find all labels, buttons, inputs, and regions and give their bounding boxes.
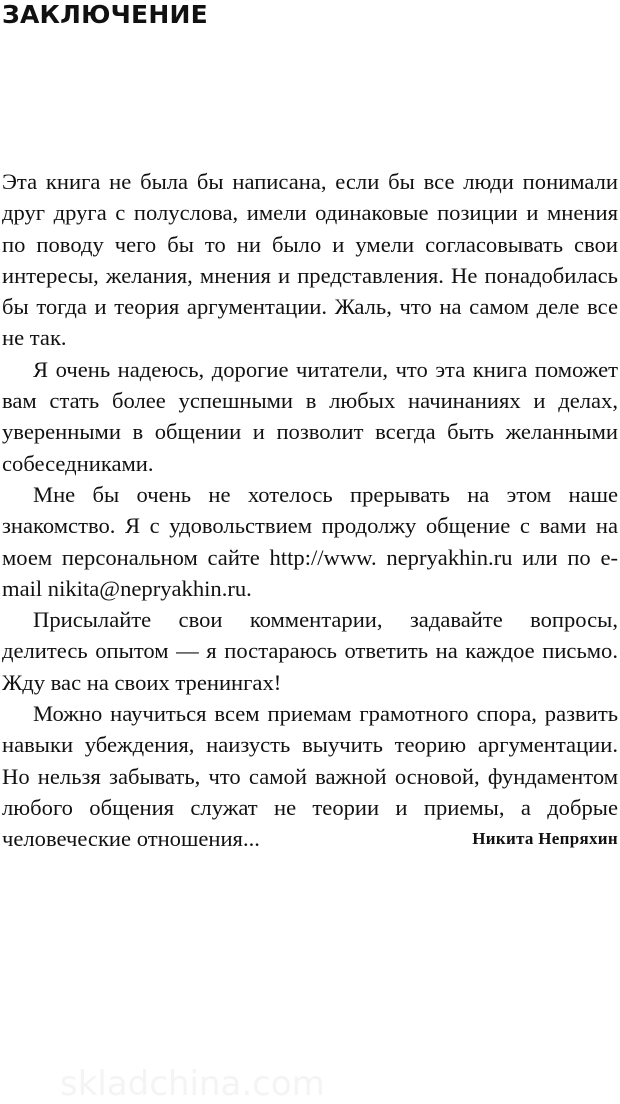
watermark-text: skladchina.com <box>60 1064 325 1104</box>
paragraph-3: Мне бы очень не хотелось прерывать на этом наше знакомство. Я с удовольствием продолжу общение с вами на моем персональном сайте http://www. nepryakhin.ru или по e-mail nikita@nepryakhin.ru. <box>2 481 618 601</box>
paragraph-1: Эта книга не была бы написана, если бы все люди понимали друг друга с полуслова, имели одинаковые позиции и мнения по поводу чего бы то ни было и умели согласовывать свои интересы, желания, мнения и представления. Не понадобилась бы тогда и теория аргументации. Жаль, что на самом деле все не так. <box>2 169 618 351</box>
chapter-title: ЗАКЛЮЧЕНИЕ <box>2 0 208 29</box>
paragraph-4: Присылайте свои комментарии, задавайте вопросы, делитесь опытом — я постараюсь ответить на каждое письмо. Жду вас на своих тренингах! <box>2 607 618 695</box>
paragraph-2: Я очень надеюсь, дорогие читатели, что эта книга поможет вам стать более успешными в любых начинаниях и делах, уверенными в общении и позволит всегда быть желанными собеседниками. <box>2 356 618 476</box>
chapter-body <box>2 166 618 855</box>
author-signature: Никита Непряхин <box>472 829 618 848</box>
paragraph-5: Можно научиться всем приемам грамотного спора, развить навыки убеждения, наизусть выучить теорию аргументации. Но нельзя забывать, что самой важной основой, фундаментом любого общения служат не теории и приемы, а добрые человеческие отношения... <box>2 701 618 852</box>
